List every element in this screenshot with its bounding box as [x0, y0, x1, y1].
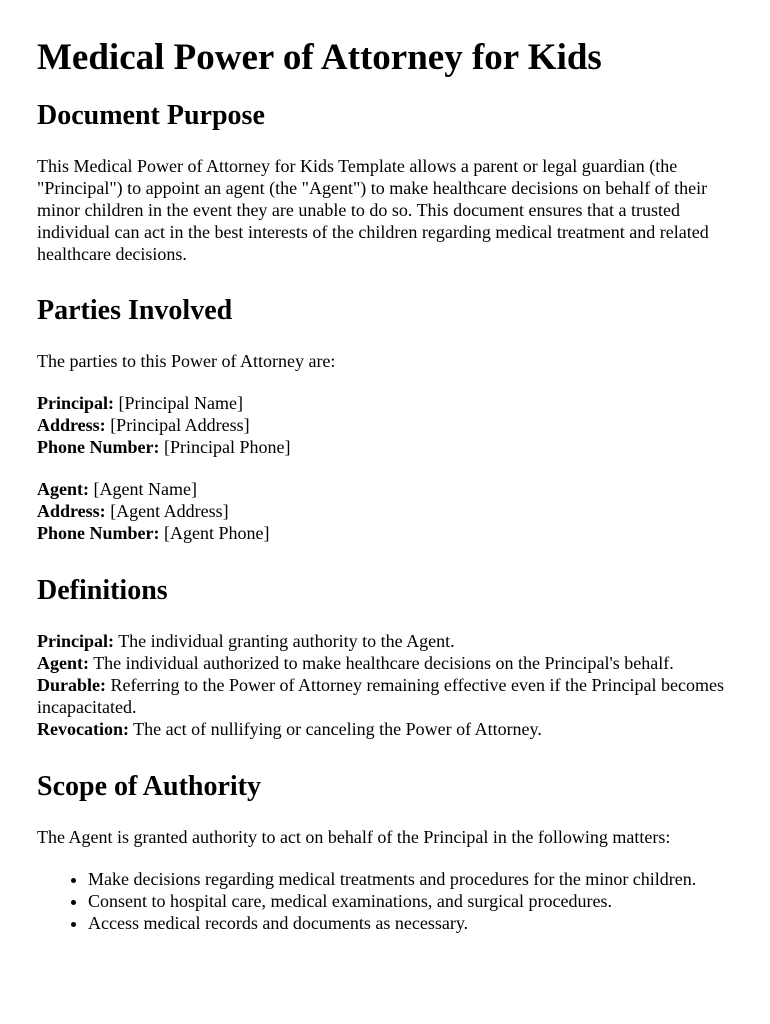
definition-term: Durable:: [37, 675, 106, 695]
scope-list-item: • Make decisions regarding medical treatments and procedures for the minor children.: [88, 868, 734, 890]
parties-intro: The parties to this Power of Attorney are:: [37, 351, 336, 371]
agent-phone-label: Phone Number:: [37, 523, 160, 543]
definition-text: The act of nullifying or canceling the Power of Attorney.: [133, 719, 542, 739]
agent-address-label: Address:: [37, 501, 106, 521]
principal-address-label: Address:: [37, 415, 106, 435]
definition-term: Principal:: [37, 631, 114, 651]
principal-phone-label: Phone Number:: [37, 437, 160, 457]
principal-block: [37, 392, 734, 458]
agent-block: [37, 478, 734, 544]
definitions-list: [37, 630, 734, 740]
scope-heading: Scope of Authority: [37, 771, 261, 802]
purpose-text: This Medical Power of Attorney for Kids Template allows a parent or legal guardian (the "Principal") to appoint an agent (the "Agent") to make healthcare decisions on behalf of their minor children in the event they are unable to do so. This document ensures that a trusted individual can act in the best interests of the children regarding medical treatment and related healthcare decisions.: [37, 156, 709, 264]
principal-name-label: Principal:: [37, 393, 114, 413]
definition-text: The individual authorized to make healthcare decisions on the Principal's behalf.: [93, 653, 674, 673]
parties-heading: Parties Involved: [37, 295, 233, 326]
definition-text: Referring to the Power of Attorney remaining effective even if the Principal becomes incapacitated.: [37, 675, 724, 717]
principal-phone-value: [Principal Phone]: [164, 437, 291, 457]
agent-name-label: Agent:: [37, 479, 89, 499]
definition-text: The individual granting authority to the Agent.: [118, 631, 455, 651]
principal-address-value: [Principal Address]: [110, 415, 250, 435]
scope-intro: The Agent is granted authority to act on behalf of the Principal in the following matters:: [37, 827, 671, 847]
scope-list: [37, 868, 734, 934]
definition-term: Revocation:: [37, 719, 129, 739]
definitions-heading: Definitions: [37, 575, 168, 606]
scope-list-item: • Consent to hospital care, medical examinations, and surgical procedures.: [88, 890, 734, 912]
agent-name-value: [Agent Name]: [93, 479, 197, 499]
scope-list-item: • Access medical records and documents as necessary.: [88, 912, 734, 934]
principal-name-value: [Principal Name]: [118, 393, 243, 413]
agent-phone-value: [Agent Phone]: [164, 523, 270, 543]
agent-address-value: [Agent Address]: [110, 501, 229, 521]
definition-term: Agent:: [37, 653, 89, 673]
purpose-heading: Document Purpose: [37, 100, 265, 131]
document-title: Medical Power of Attorney for Kids: [37, 37, 602, 78]
